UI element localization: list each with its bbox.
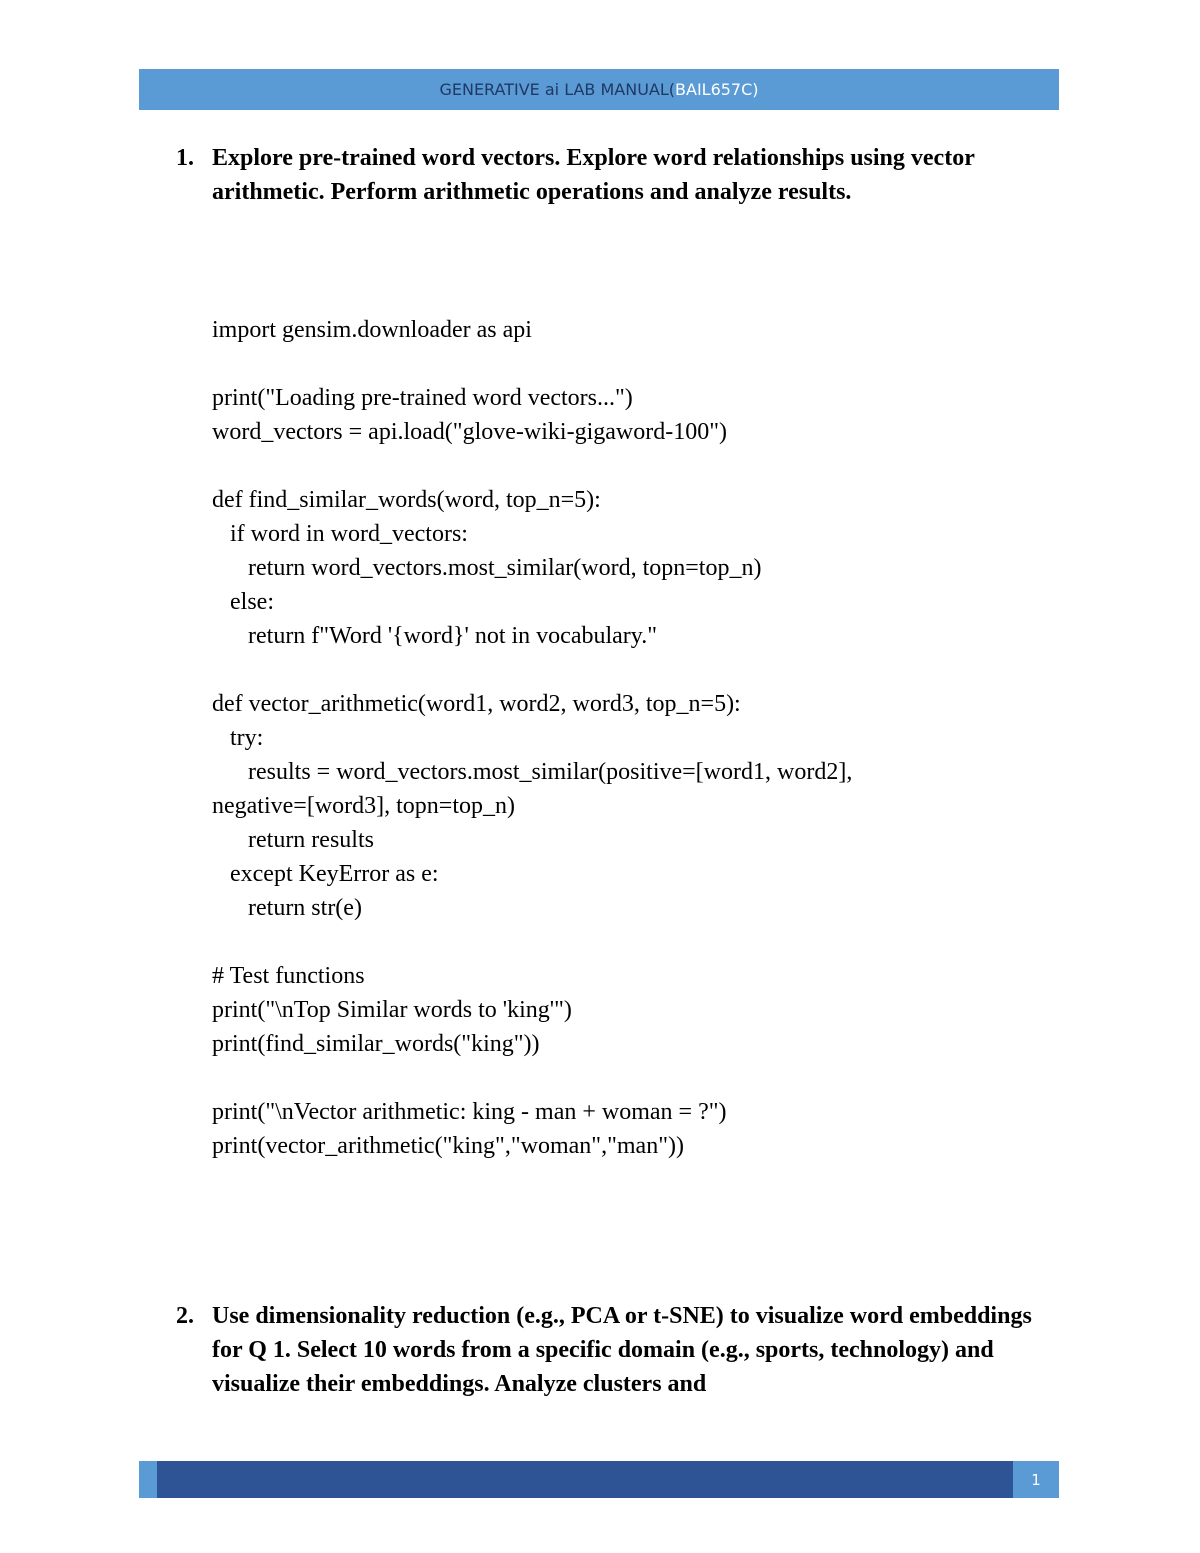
- header-title: GENERATIVE ai LAB MANUAL(: [439, 80, 676, 99]
- code-line: print(vector_arithmetic("king","woman","man")): [212, 1133, 684, 1159]
- code-line: except KeyError as e:: [212, 861, 439, 887]
- code-line: [212, 347, 1072, 381]
- code-line: else:: [212, 589, 274, 615]
- code-line: [212, 925, 1072, 959]
- code-line: word_vectors = api.load("glove-wiki-gigaword-100"): [212, 419, 727, 445]
- question-text: Explore pre-trained word vectors. Explore word relationships using vector arithmetic. Perform arithmetic operations and analyze results.: [212, 145, 975, 205]
- code-line: print(find_similar_words("king")): [212, 1031, 540, 1057]
- code-line: print("\nTop Similar words to 'king'"): [212, 997, 572, 1023]
- code-line: print("Loading pre-trained word vectors..."): [212, 385, 633, 411]
- code-line: return f"Word '{word}' not in vocabulary.": [212, 623, 658, 649]
- question-number: 2.: [176, 1303, 194, 1329]
- page-header: [139, 69, 1059, 110]
- code-line: import gensim.downloader as api: [212, 317, 532, 343]
- code-line: try:: [212, 725, 264, 751]
- question-2: [176, 1299, 1066, 1401]
- question-text: Use dimensionality reduction (e.g., PCA or t-SNE) to visualize word embeddings for Q 1. Select 10 words from a specific domain (e.g., sports, technology) and visualize their embeddings. Analyze clusters and: [212, 1303, 1032, 1397]
- code-line: results = word_vectors.most_similar(positive=[word1, word2],: [212, 759, 853, 785]
- code-line: def find_similar_words(word, top_n=5):: [212, 487, 601, 513]
- code-line: negative=[word3], topn=top_n): [212, 793, 515, 819]
- footer-bar: [157, 1461, 1013, 1498]
- code-line: [212, 1061, 1072, 1095]
- code-line: def vector_arithmetic(word1, word2, word3, top_n=5):: [212, 691, 741, 717]
- code-line: [212, 449, 1072, 483]
- code-line: [212, 653, 1072, 687]
- question-number: 1.: [176, 145, 194, 171]
- footer-accent: [139, 1461, 157, 1498]
- code-line: print("\nVector arithmetic: king - man + woman = ?"): [212, 1099, 727, 1125]
- code-line: return results: [212, 827, 374, 853]
- header-course-code: BAIL657C): [675, 80, 759, 99]
- code-line: if word in word_vectors:: [212, 521, 468, 547]
- code-listing: [212, 313, 1072, 1163]
- question-1: [176, 141, 1066, 209]
- page-number: 1: [1013, 1461, 1059, 1498]
- code-line: return str(e): [212, 895, 362, 921]
- page-footer: [139, 1461, 1059, 1498]
- code-line: return word_vectors.most_similar(word, topn=top_n): [212, 555, 762, 581]
- code-line: # Test functions: [212, 963, 365, 989]
